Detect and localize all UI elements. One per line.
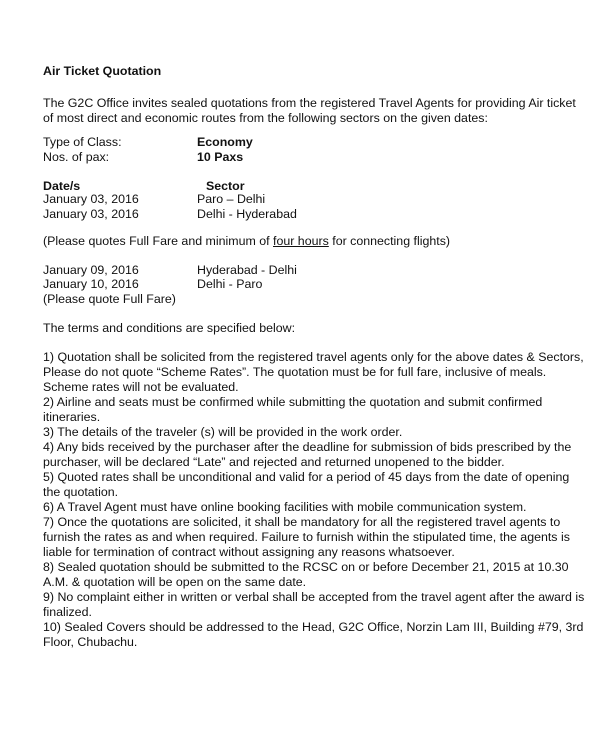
flight-date: January 09, 2016 [43, 263, 139, 277]
note-text: (Please quotes Full Fare and minimum of [43, 234, 274, 248]
terms-line: 1) Quotation shall be solicited from the registered travel agents only for the above dates & Sectors, [43, 350, 584, 364]
terms-line: finalized. [43, 605, 92, 619]
terms-line: liable for termination of contract without assigning any reasons whatsoever. [43, 545, 455, 559]
flight-sector: Delhi - Paro [197, 277, 263, 291]
class-label: Type of Class: [43, 135, 122, 149]
terms-line: 5) Quoted rates shall be unconditional and valid for a period of 45 days from the date of opening [43, 470, 570, 484]
terms-line: itineraries. [43, 410, 101, 424]
flight-date: January 03, 2016 [43, 192, 139, 206]
note-text: for connecting flights) [328, 234, 451, 248]
terms-line: 6) A Travel Agent must have online booking facilities with mobile communication system. [43, 500, 527, 514]
terms-line: Scheme rates will not be evaluated. [43, 380, 239, 394]
flight-sector: Delhi - Hyderabad [197, 207, 297, 221]
flight-sector: Hyderabad - Delhi [197, 263, 297, 277]
full-fare-note: (Please quote Full Fare) [43, 292, 176, 306]
terms-line: 8) Sealed quotation should be submitted to the RCSC on or before December 21, 2015 at 10.30 [43, 560, 569, 574]
pax-value: 10 Paxs [197, 150, 244, 164]
sector-header: Sector [206, 179, 245, 193]
terms-line: Floor, Chubachu. [43, 635, 138, 649]
intro-line-2: of most direct and economic routes from the following sectors on the given dates: [43, 111, 488, 125]
terms-intro: The terms and conditions are specified below: [43, 321, 296, 335]
terms-line: 7) Once the quotations are solicited, it shall be mandatory for all the registered travel agents to [43, 515, 561, 529]
terms-line: furnish the rates as and when required. Failure to furnish within the stipulated time, the agents is [43, 530, 570, 544]
document-title: Air Ticket Quotation [43, 64, 162, 78]
class-value: Economy [197, 135, 253, 149]
terms-line: 10) Sealed Covers should be addressed to the Head, G2C Office, Norzin Lam III, Building #79, 3rd [43, 620, 584, 634]
terms-line: 3) The details of the traveler (s) will be provided in the work order. [43, 425, 403, 439]
terms-line: purchaser, will be declared “Late” and rejected and returned unopened to the bidder. [43, 455, 505, 469]
terms-line: the quotation. [43, 485, 119, 499]
terms-line: A.M. & quotation will be open on the same date. [43, 575, 307, 589]
terms-line: 2) Airline and seats must be confirmed while submitting the quotation and submit confirmed [43, 395, 543, 409]
note-underlined-text: four hours [273, 234, 329, 248]
flight-date: January 10, 2016 [43, 277, 139, 291]
terms-line: 4) Any bids received by the purchaser after the deadline for submission of bids prescribed by the [43, 440, 572, 454]
flight-sector: Paro – Delhi [197, 192, 266, 206]
flight-date: January 03, 2016 [43, 207, 139, 221]
intro-line-1: The G2C Office invites sealed quotations from the registered Travel Agents for providing Air ticket [43, 96, 576, 110]
terms-line: 9) No complaint either in written or verbal shall be accepted from the travel agent after the award is [43, 590, 585, 604]
terms-line: Please do not quote “Scheme Rates”. The quotation must be for full fare, inclusive of meals. [43, 365, 547, 379]
dates-header: Date/s [43, 179, 81, 193]
connecting-note [43, 233, 450, 249]
pax-label: Nos. of pax: [43, 150, 110, 164]
